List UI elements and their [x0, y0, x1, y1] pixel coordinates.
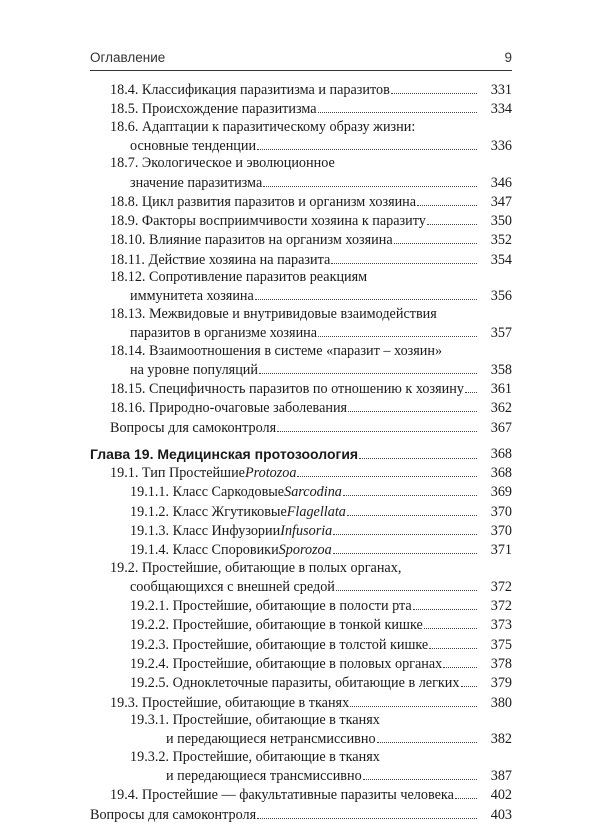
- toc-entry-title: 18.14. Взаимоотношения в системе «паразит – хозяин»: [110, 342, 443, 359]
- toc-entry[interactable]: [90, 379, 512, 398]
- toc-entry-title: 19.2.4. Простейшие, обитающие в половых органах: [130, 655, 443, 672]
- toc-page-number: 368: [490, 465, 512, 482]
- toc-entry[interactable]: [90, 269, 512, 306]
- toc-chapter-entry[interactable]: [90, 445, 512, 463]
- toc-entry-title: и передающиеся трансмиссивно: [166, 768, 362, 785]
- toc-page-number: 361: [490, 381, 512, 398]
- toc-entry[interactable]: [90, 99, 512, 118]
- dot-leader: [413, 596, 477, 610]
- table-of-contents: [90, 80, 512, 824]
- toc-entry-latin-name: Sarcodina: [284, 484, 342, 501]
- toc-entry-title: 19.2.2. Простейшие, обитающие в тонкой кишке: [130, 617, 423, 634]
- toc-page-number: 352: [490, 232, 512, 249]
- toc-entry-title: Глава 19. Медицинская протозоология: [90, 445, 359, 462]
- toc-page-number: 362: [490, 400, 512, 417]
- toc-page-number: 403: [490, 806, 512, 823]
- dot-leader: [427, 211, 477, 225]
- toc-entry-title: 19.1.3. Класс Инфузории: [130, 522, 281, 539]
- toc-page-number: 372: [490, 598, 512, 615]
- toc-entry-title: 18.10. Влияние паразитов на организм хозяина: [110, 232, 393, 249]
- toc-entry-title: иммунитета хозяина: [130, 288, 254, 305]
- toc-page-number: 369: [490, 484, 512, 501]
- dot-leader: [343, 483, 477, 497]
- toc-entry[interactable]: [90, 560, 512, 597]
- dot-leader: [455, 786, 477, 800]
- running-header-title: Оглавление: [90, 50, 166, 65]
- toc-entry[interactable]: [90, 306, 512, 343]
- toc-entry[interactable]: [90, 805, 512, 824]
- toc-page-number: 387: [490, 768, 512, 785]
- dot-leader: [417, 192, 477, 206]
- toc-entry[interactable]: [90, 596, 512, 615]
- dot-leader: [394, 231, 477, 245]
- toc-page-number: 334: [490, 101, 512, 118]
- toc-page-number: 370: [490, 503, 512, 520]
- dot-leader: [461, 673, 478, 687]
- dot-leader: [465, 379, 477, 393]
- page-number: 9: [504, 50, 512, 65]
- toc-entry[interactable]: [90, 712, 512, 749]
- toc-entry-title: 19.1.2. Класс Жгутиковые: [130, 503, 287, 520]
- toc-entry[interactable]: [90, 463, 512, 482]
- toc-entry-title: 18.4. Классификация паразитизма и паразитов: [110, 81, 390, 98]
- toc-entry-title: на уровне популяций: [130, 361, 258, 378]
- dot-leader: [424, 616, 477, 630]
- toc-entry-title: основные тенденции: [130, 137, 257, 154]
- toc-entry[interactable]: [90, 231, 512, 250]
- toc-entry-title: 18.5. Происхождение паразитизма: [110, 101, 317, 118]
- dot-leader: [259, 360, 477, 374]
- toc-entry-title: 19.1. Тип Простейшие: [110, 465, 245, 482]
- toc-entry[interactable]: [90, 654, 512, 673]
- running-header: [90, 48, 512, 71]
- toc-page-number: 336: [490, 137, 512, 154]
- toc-entry-title: паразитов в организме хозяина: [130, 325, 318, 342]
- toc-entry-title: 18.8. Цикл развития паразитов и организм хозяина: [110, 193, 417, 210]
- toc-entry-title: 18.16. Природно-очаговые заболевания: [110, 400, 348, 417]
- toc-entry-title: 19.3.2. Простейшие, обитающие в тканях: [130, 748, 380, 765]
- toc-page-number: 367: [490, 419, 512, 436]
- toc-page-number: 370: [490, 522, 512, 539]
- dot-leader: [363, 766, 477, 780]
- toc-entry[interactable]: [90, 786, 512, 805]
- toc-entry[interactable]: [90, 673, 512, 692]
- dot-leader: [377, 730, 477, 744]
- toc-entry-title: 19.2.1. Простейшие, обитающие в полости рта: [130, 598, 412, 615]
- toc-entry[interactable]: [90, 250, 512, 269]
- dot-leader: [359, 445, 477, 459]
- dot-leader: [331, 250, 477, 264]
- toc-page-number: 378: [490, 655, 512, 672]
- toc-page-number: 358: [490, 361, 512, 378]
- toc-entry-latin-name: Infusoria: [280, 522, 333, 539]
- toc-entry[interactable]: [90, 693, 512, 712]
- toc-page-number: 350: [490, 213, 512, 230]
- toc-page-number: 402: [490, 787, 512, 804]
- dot-leader: [391, 80, 477, 94]
- toc-entry-title: 19.2.3. Простейшие, обитающие в толстой кишке: [130, 636, 429, 653]
- toc-page-number: 382: [490, 731, 512, 748]
- toc-entry[interactable]: [90, 635, 512, 654]
- dot-leader: [297, 463, 477, 477]
- toc-entry-title: 19.4. Простейшие — факультативные паразиты человека: [110, 787, 454, 804]
- toc-entry[interactable]: [90, 616, 512, 635]
- toc-entry[interactable]: [90, 540, 512, 559]
- toc-entry-title: 18.11. Действие хозяина на паразита: [110, 251, 331, 268]
- toc-page-number: 368: [490, 445, 512, 462]
- toc-page-number: 346: [490, 174, 512, 191]
- toc-page-number: 354: [490, 251, 512, 268]
- toc-entry-title: 18.15. Специфичность паразитов по отношению к хозяину: [110, 381, 464, 398]
- dot-leader: [257, 136, 477, 150]
- dot-leader: [348, 399, 477, 413]
- toc-entry-latin-name: Protozoa: [244, 465, 297, 482]
- toc-page-number: 372: [490, 578, 512, 595]
- dot-leader: [429, 635, 477, 649]
- toc-entry-title: 19.2. Простейшие, обитающие в полых органах,: [110, 559, 402, 576]
- toc-entry-title: 18.9. Факторы восприимчивости хозяина к паразиту: [110, 213, 426, 230]
- toc-entry[interactable]: [90, 483, 512, 502]
- dot-leader: [333, 540, 477, 554]
- toc-entry-title: и передающиеся нетрансмиссивно: [166, 731, 376, 748]
- toc-entry-title: сообщающихся с внешней средой: [130, 578, 335, 595]
- toc-entry[interactable]: [90, 502, 512, 521]
- toc-entry[interactable]: [90, 119, 512, 156]
- toc-page-number: 380: [490, 694, 512, 711]
- toc-entry-title: 19.3.1. Простейшие, обитающие в тканях: [130, 712, 380, 728]
- toc-entry-title: 18.13. Межвидовые и внутривидовые взаимодействия: [110, 305, 437, 322]
- toc-entry-title: 18.6. Адаптации к паразитическому образу жизни:: [110, 118, 416, 135]
- dot-leader: [318, 99, 477, 113]
- toc-entry-title: 18.12. Сопротивление паразитов реакциям: [110, 269, 368, 286]
- toc-entry[interactable]: [90, 749, 512, 786]
- toc-entry[interactable]: [90, 399, 512, 418]
- dot-leader: [333, 521, 477, 535]
- dot-leader: [318, 323, 477, 337]
- dot-leader: [443, 654, 477, 668]
- dot-leader: [255, 287, 477, 301]
- toc-page-number: 356: [490, 288, 512, 305]
- toc-entry[interactable]: [90, 418, 512, 437]
- toc-entry-title: Вопросы для самоконтроля: [110, 419, 277, 436]
- dot-leader: [257, 805, 477, 819]
- toc-entry[interactable]: [90, 80, 512, 99]
- toc-entry-title: 19.2.5. Одноклеточные паразиты, обитающие в легких: [130, 675, 460, 692]
- dot-leader: [350, 693, 477, 707]
- toc-entry[interactable]: [90, 521, 512, 540]
- toc-page-number: 379: [490, 675, 512, 692]
- toc-page-number: 373: [490, 617, 512, 634]
- toc-entry-title: 19.3. Простейшие, обитающие в тканях: [110, 694, 350, 711]
- toc-entry-latin-name: Sporozoa: [278, 542, 332, 559]
- dot-leader: [347, 502, 477, 516]
- toc-entry[interactable]: [90, 192, 512, 211]
- toc-entry-title: значение паразитизма: [130, 174, 263, 191]
- toc-entry-latin-name: Flagellata: [286, 503, 346, 520]
- toc-entry-title: 18.7. Экологическое и эволюционное: [110, 155, 335, 172]
- toc-entry-title: 19.1.1. Класс Саркодовые: [130, 484, 285, 501]
- dot-leader: [263, 173, 477, 187]
- toc-entry[interactable]: [90, 211, 512, 230]
- toc-entry[interactable]: [90, 343, 512, 380]
- dot-leader: [277, 418, 477, 432]
- toc-page-number: 331: [490, 81, 512, 98]
- toc-page-number: 375: [490, 636, 512, 653]
- toc-entry-title: 19.1.4. Класс Споровики: [130, 542, 279, 559]
- toc-page-number: 347: [490, 193, 512, 210]
- toc-page-number: 371: [490, 542, 512, 559]
- toc-entry-title: Вопросы для самоконтроля: [90, 806, 257, 823]
- toc-page-number: 357: [490, 325, 512, 342]
- toc-entry[interactable]: [90, 155, 512, 192]
- dot-leader: [336, 577, 477, 591]
